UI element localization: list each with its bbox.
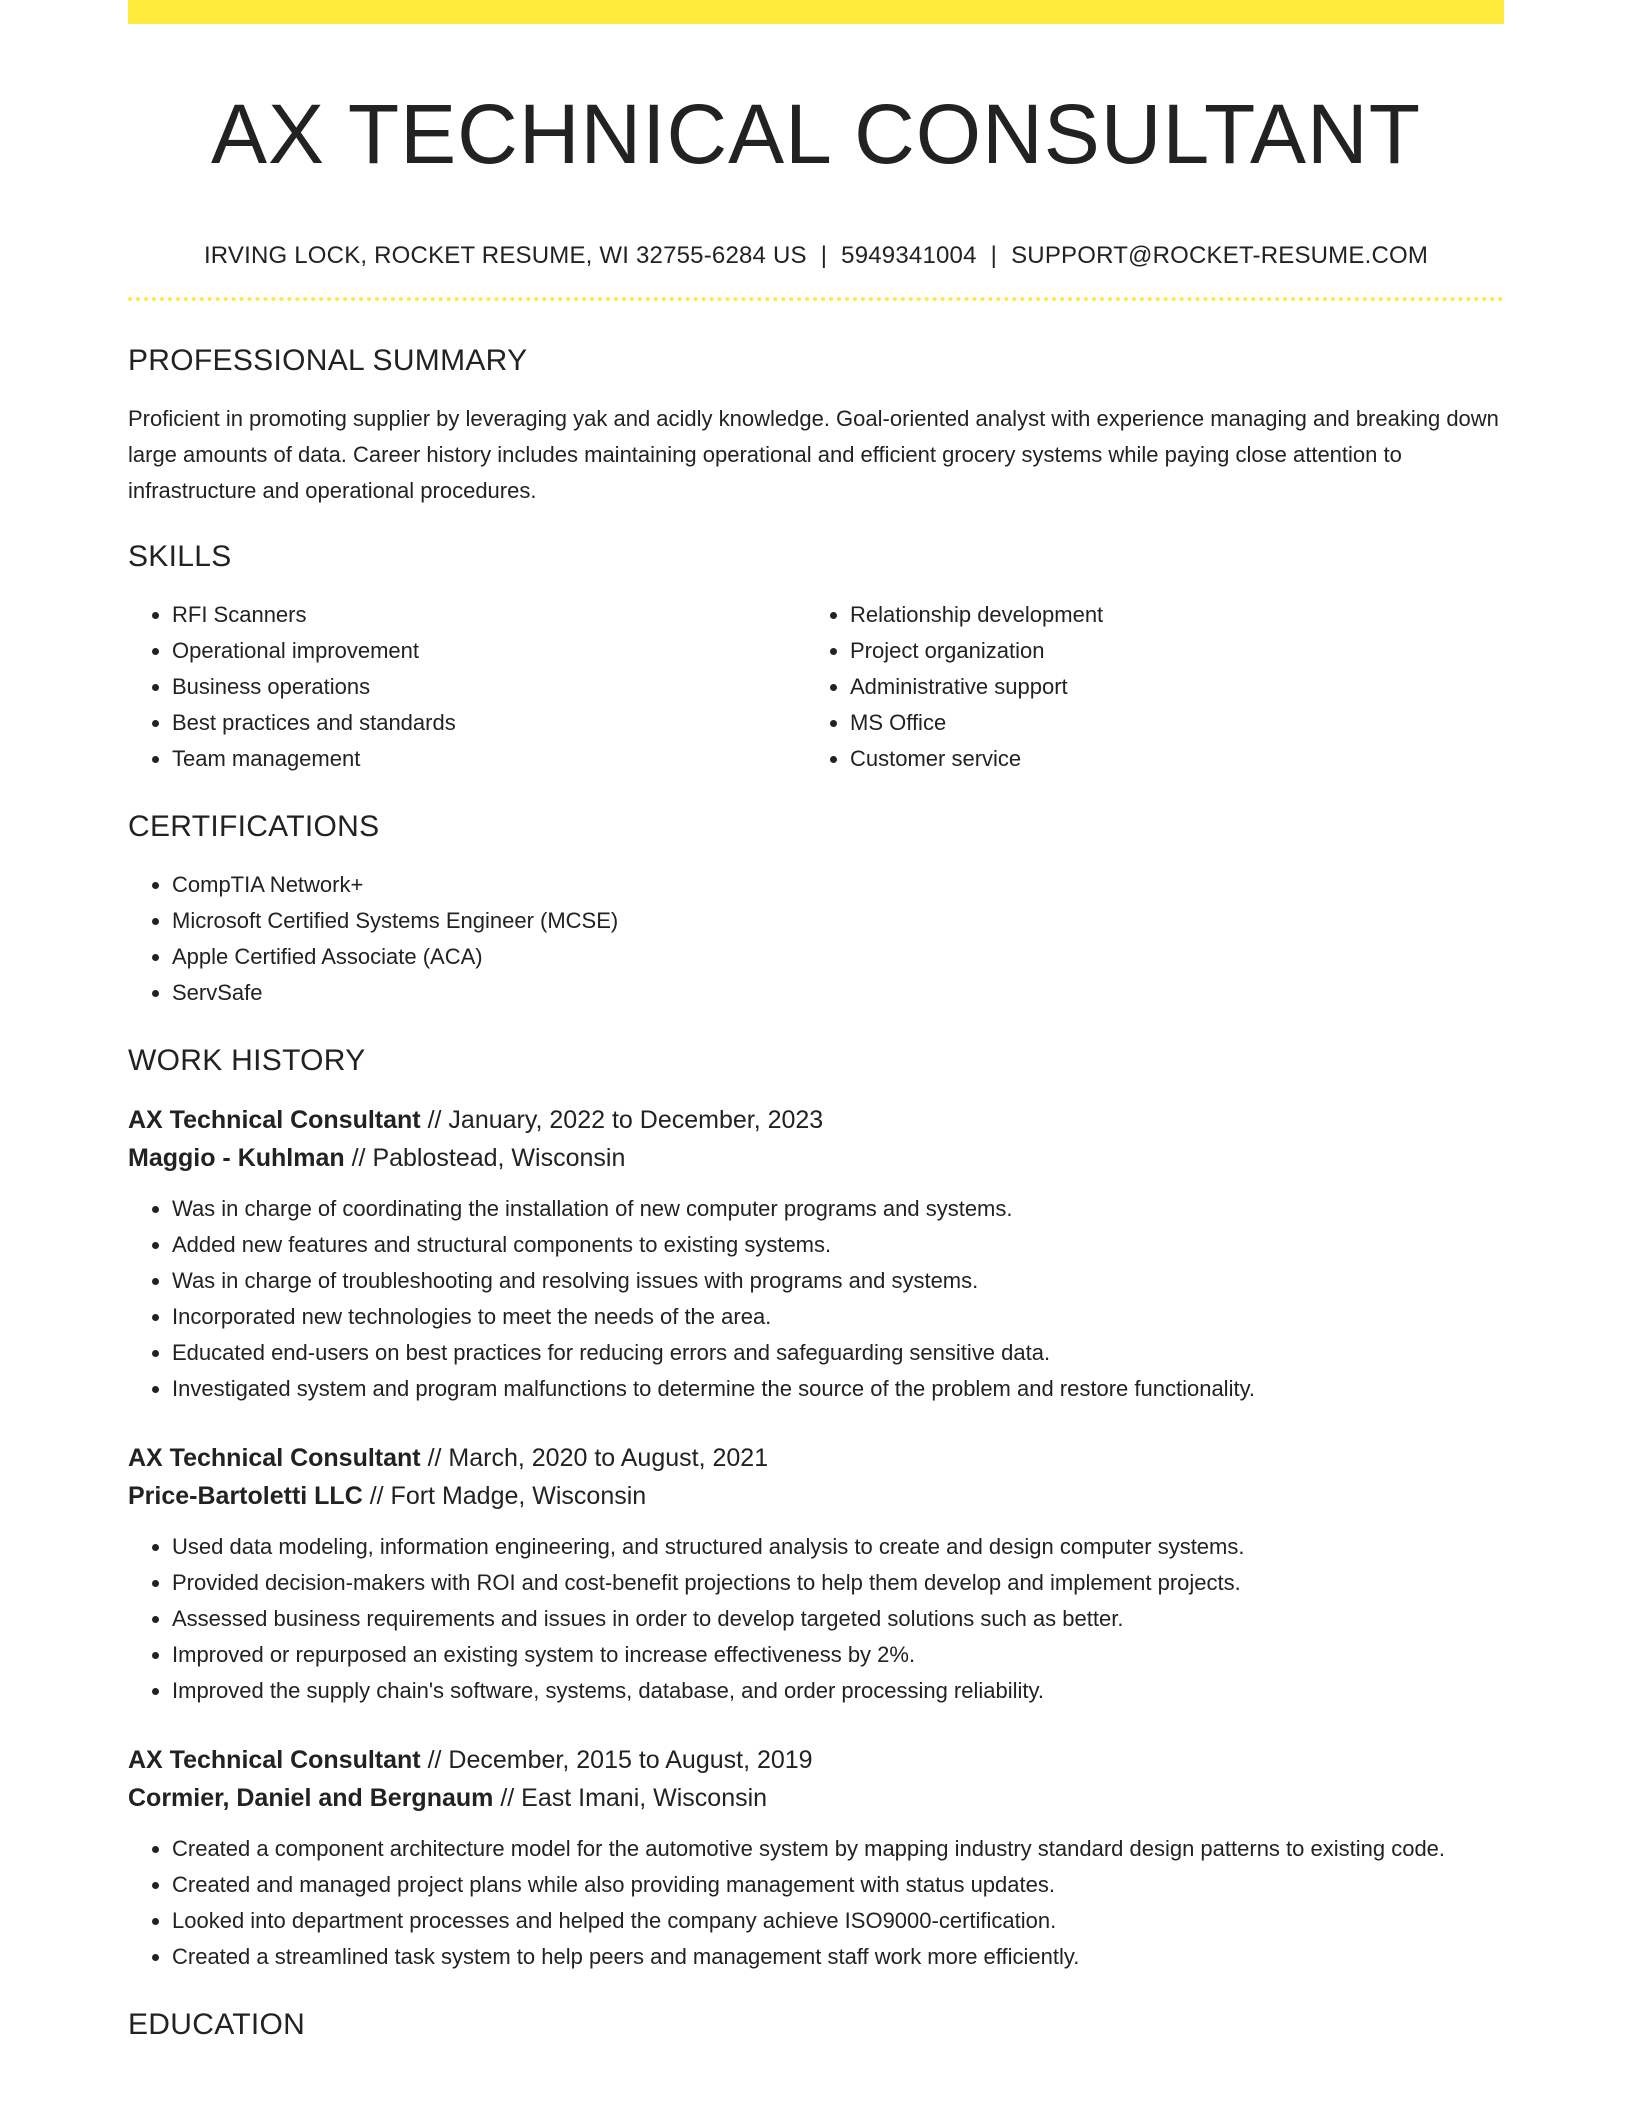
job-bullet: • Improved the supply chain's software, systems, database, and order processing reliability.: [172, 1673, 1504, 1709]
job-location: // East Imani, Wisconsin: [500, 1784, 768, 1812]
job-role: AX Technical Consultant: [128, 1444, 421, 1472]
accent-top-bar: [128, 0, 1504, 24]
job-bullets: [128, 1831, 1504, 1975]
contact-email: SUPPORT@ROCKET-RESUME.COM: [1011, 242, 1429, 269]
job-bullet: • Provided decision-makers with ROI and cost-benefit projections to help them develop and implement projects.: [172, 1565, 1504, 1601]
job-location: // Pablostead, Wisconsin: [351, 1144, 626, 1172]
job-bullet: • Added new features and structural components to existing systems.: [172, 1227, 1504, 1263]
skill-item: • Team management: [172, 741, 806, 777]
dotted-divider: [128, 297, 1504, 301]
skills-list-right: [806, 597, 1484, 777]
certification-item: • CompTIA Network+: [172, 867, 1504, 903]
job-company: Price-Bartoletti LLC: [128, 1482, 363, 1510]
skill-item: • Best practices and standards: [172, 705, 806, 741]
job-bullet: • Incorporated new technologies to meet the needs of the area.: [172, 1299, 1504, 1335]
job-bullet: • Educated end-users on best practices for reducing errors and safeguarding sensitive data.: [172, 1335, 1504, 1371]
skill-item: • MS Office: [850, 705, 1484, 741]
summary-text: Proficient in promoting supplier by leveraging yak and acidly knowledge. Goal-oriented analyst with experience managing and breaking down large amounts of data. Career history includes maintaining operational and efficient grocery systems while paying close attention to infrastructure and operational procedures.: [128, 406, 1499, 503]
resume-page: [128, 0, 1504, 2043]
job-company-line: [128, 1779, 1504, 1817]
skills-list-left: [128, 597, 806, 777]
certification-item: • Apple Certified Associate (ACA): [172, 939, 1504, 975]
job-role-line: [128, 1101, 1504, 1139]
job-bullet: • Assessed business requirements and issues in order to develop targeted solutions such as better.: [172, 1601, 1504, 1637]
section-title-certifications: CERTIFICATIONS: [128, 810, 380, 843]
contact-phone: 5949341004: [841, 242, 977, 269]
contact-separator: |: [820, 242, 828, 269]
job-bullet: • Created a component architecture model for the automotive system by mapping industry standard design patterns to existing code.: [172, 1831, 1504, 1867]
section-title-summary: PROFESSIONAL SUMMARY: [128, 344, 528, 377]
job-bullet: • Created a streamlined task system to help peers and management staff work more efficiently.: [172, 1939, 1504, 1975]
job-company-line: [128, 1477, 1504, 1515]
job-bullets: [128, 1191, 1504, 1407]
skill-item: • Administrative support: [850, 669, 1484, 705]
resume-title: AX TECHNICAL CONSULTANT: [210, 87, 1422, 181]
certification-item: • Microsoft Certified Systems Engineer (MCSE): [172, 903, 1504, 939]
section-title-skills: SKILLS: [128, 540, 232, 573]
job-dates: // March, 2020 to August, 2021: [427, 1444, 769, 1472]
skill-item: • Project organization: [850, 633, 1484, 669]
skill-item: • RFI Scanners: [172, 597, 806, 633]
job-dates: // December, 2015 to August, 2019: [427, 1746, 813, 1774]
job-bullet: • Looked into department processes and helped the company achieve ISO9000-certification.: [172, 1903, 1504, 1939]
skills-columns: [128, 597, 1504, 777]
section-title-work-history: WORK HISTORY: [128, 1044, 366, 1077]
skill-item: • Relationship development: [850, 597, 1484, 633]
job-bullet: • Was in charge of coordinating the installation of new computer programs and systems.: [172, 1191, 1504, 1227]
certification-item: • ServSafe: [172, 975, 1504, 1011]
section-title-education: EDUCATION: [128, 2008, 306, 2041]
job-bullet: • Was in charge of troubleshooting and resolving issues with programs and systems.: [172, 1263, 1504, 1299]
skill-item: • Business operations: [172, 669, 806, 705]
skills-column-left: [128, 597, 806, 777]
skills-column-right: [806, 597, 1484, 777]
job-location: // Fort Madge, Wisconsin: [369, 1482, 647, 1510]
job-company: Maggio - Kuhlman: [128, 1144, 345, 1172]
job-role-line: [128, 1439, 1504, 1477]
job-bullets: [128, 1529, 1504, 1709]
job-company-line: [128, 1139, 1504, 1177]
contact-separator: |: [990, 242, 998, 269]
job-company: Cormier, Daniel and Bergnaum: [128, 1784, 494, 1812]
job-bullet: • Improved or repurposed an existing system to increase effectiveness by 2%.: [172, 1637, 1504, 1673]
certifications-list: [128, 867, 1504, 1011]
job-bullet: • Investigated system and program malfunctions to determine the source of the problem and restore functionality.: [172, 1371, 1504, 1407]
contact-address: IRVING LOCK, ROCKET RESUME, WI 32755-6284 US: [203, 242, 807, 269]
contact-line: [128, 241, 1504, 271]
job-role: AX Technical Consultant: [128, 1106, 421, 1134]
skill-item: • Customer service: [850, 741, 1484, 777]
job-bullet: • Used data modeling, information engineering, and structured analysis to create and design computer systems.: [172, 1529, 1504, 1565]
job-role-line: [128, 1741, 1504, 1779]
job-dates: // January, 2022 to December, 2023: [427, 1106, 824, 1134]
job-bullet: • Created and managed project plans while also providing management with status updates.: [172, 1867, 1504, 1903]
job-role: AX Technical Consultant: [128, 1746, 421, 1774]
skill-item: • Operational improvement: [172, 633, 806, 669]
